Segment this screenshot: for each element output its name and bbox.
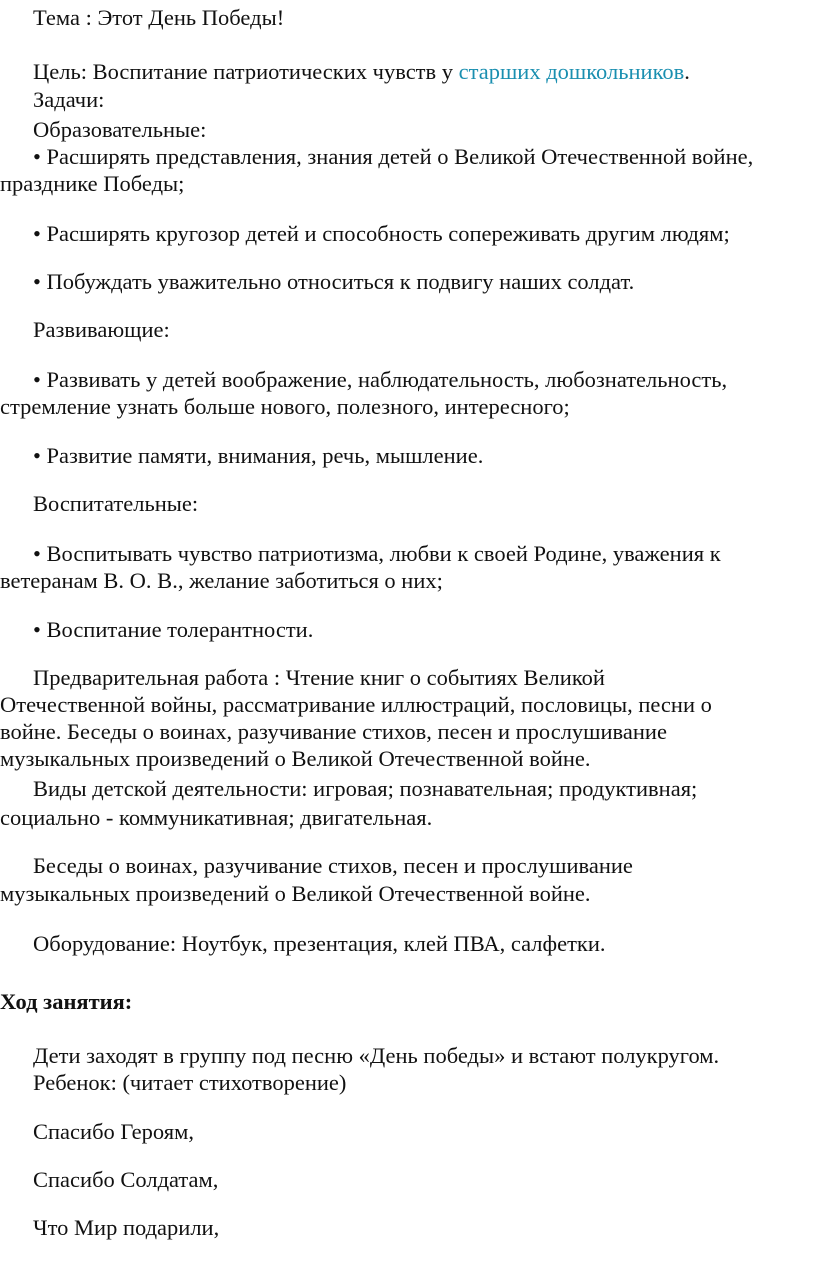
- talks-line-2: музыкальных произведений о Великой Отечественной войне.: [0, 881, 591, 906]
- goal-line: [33, 58, 690, 85]
- developing-heading: Развивающие:: [33, 317, 170, 342]
- prework-line-2: Отечественной войны, рассматривание иллюстраций, пословицы, песни о: [0, 692, 712, 717]
- talks-line-1: Беседы о воинах, разучивание стихов, песен и прослушивание: [33, 853, 633, 878]
- educational-item-2: • Расширять кругозор детей и способность сопереживать другим людям;: [33, 221, 730, 246]
- educational-item-1-cont: празднике Победы;: [0, 171, 185, 196]
- upbringing-item-1: • Воспитывать чувство патриотизма, любви к своей Родине, уважения к: [33, 541, 721, 566]
- prework-line-3: войне. Беседы о воинах, разучивание стихов, песен и прослушивание: [0, 719, 667, 744]
- educational-item-3: • Побуждать уважительно относиться к подвигу наших солдат.: [33, 269, 635, 294]
- tasks-heading: Задачи:: [33, 87, 105, 112]
- theme-line: Тема : Этот День Победы!: [33, 5, 285, 30]
- goal-suffix: .: [684, 59, 690, 84]
- developing-item-1: • Развивать у детей воображение, наблюдательность, любознательность,: [33, 367, 728, 392]
- activities-line-2: социально - коммуникативная; двигательная.: [0, 805, 433, 830]
- developing-item-1-cont: стремление узнать больше нового, полезного, интересного;: [0, 394, 570, 419]
- poem-line-2: Спасибо Солдатам,: [33, 1167, 219, 1192]
- upbringing-item-1-cont: ветеранам В. О. В., желание заботиться о них;: [0, 568, 443, 593]
- lesson-heading: Ход занятия:: [0, 989, 133, 1014]
- developing-item-2: • Развитие памяти, внимания, речь, мышление.: [33, 443, 484, 468]
- lesson-line-2: Ребенок: (читает стихотворение): [33, 1070, 347, 1095]
- poem-line-3: Что Мир подарили,: [33, 1215, 220, 1240]
- educational-heading: Образовательные:: [33, 117, 207, 142]
- educational-item-1: • Расширять представления, знания детей о Великой Отечественной войне,: [33, 144, 754, 169]
- goal-text: Цель: Воспитание патриотических чувств у: [33, 59, 459, 84]
- activities-line-1: Виды детской деятельности: игровая; познавательная; продуктивная;: [33, 776, 698, 801]
- prework-line-1: Предварительная работа : Чтение книг о событиях Великой: [33, 665, 605, 690]
- upbringing-item-2: • Воспитание толерантности.: [33, 617, 314, 642]
- prework-line-4: музыкальных произведений о Великой Отечественной войне.: [0, 746, 591, 771]
- equipment-line: Оборудование: Ноутбук, презентация, клей ПВА, салфетки.: [33, 931, 606, 956]
- poem-line-1: Спасибо Героям,: [33, 1119, 194, 1144]
- goal-link[interactable]: старших дошкольников: [458, 59, 685, 84]
- upbringing-heading: Воспитательные:: [33, 491, 199, 516]
- lesson-line-1: Дети заходят в группу под песню «День победы» и встают полукругом.: [33, 1043, 720, 1068]
